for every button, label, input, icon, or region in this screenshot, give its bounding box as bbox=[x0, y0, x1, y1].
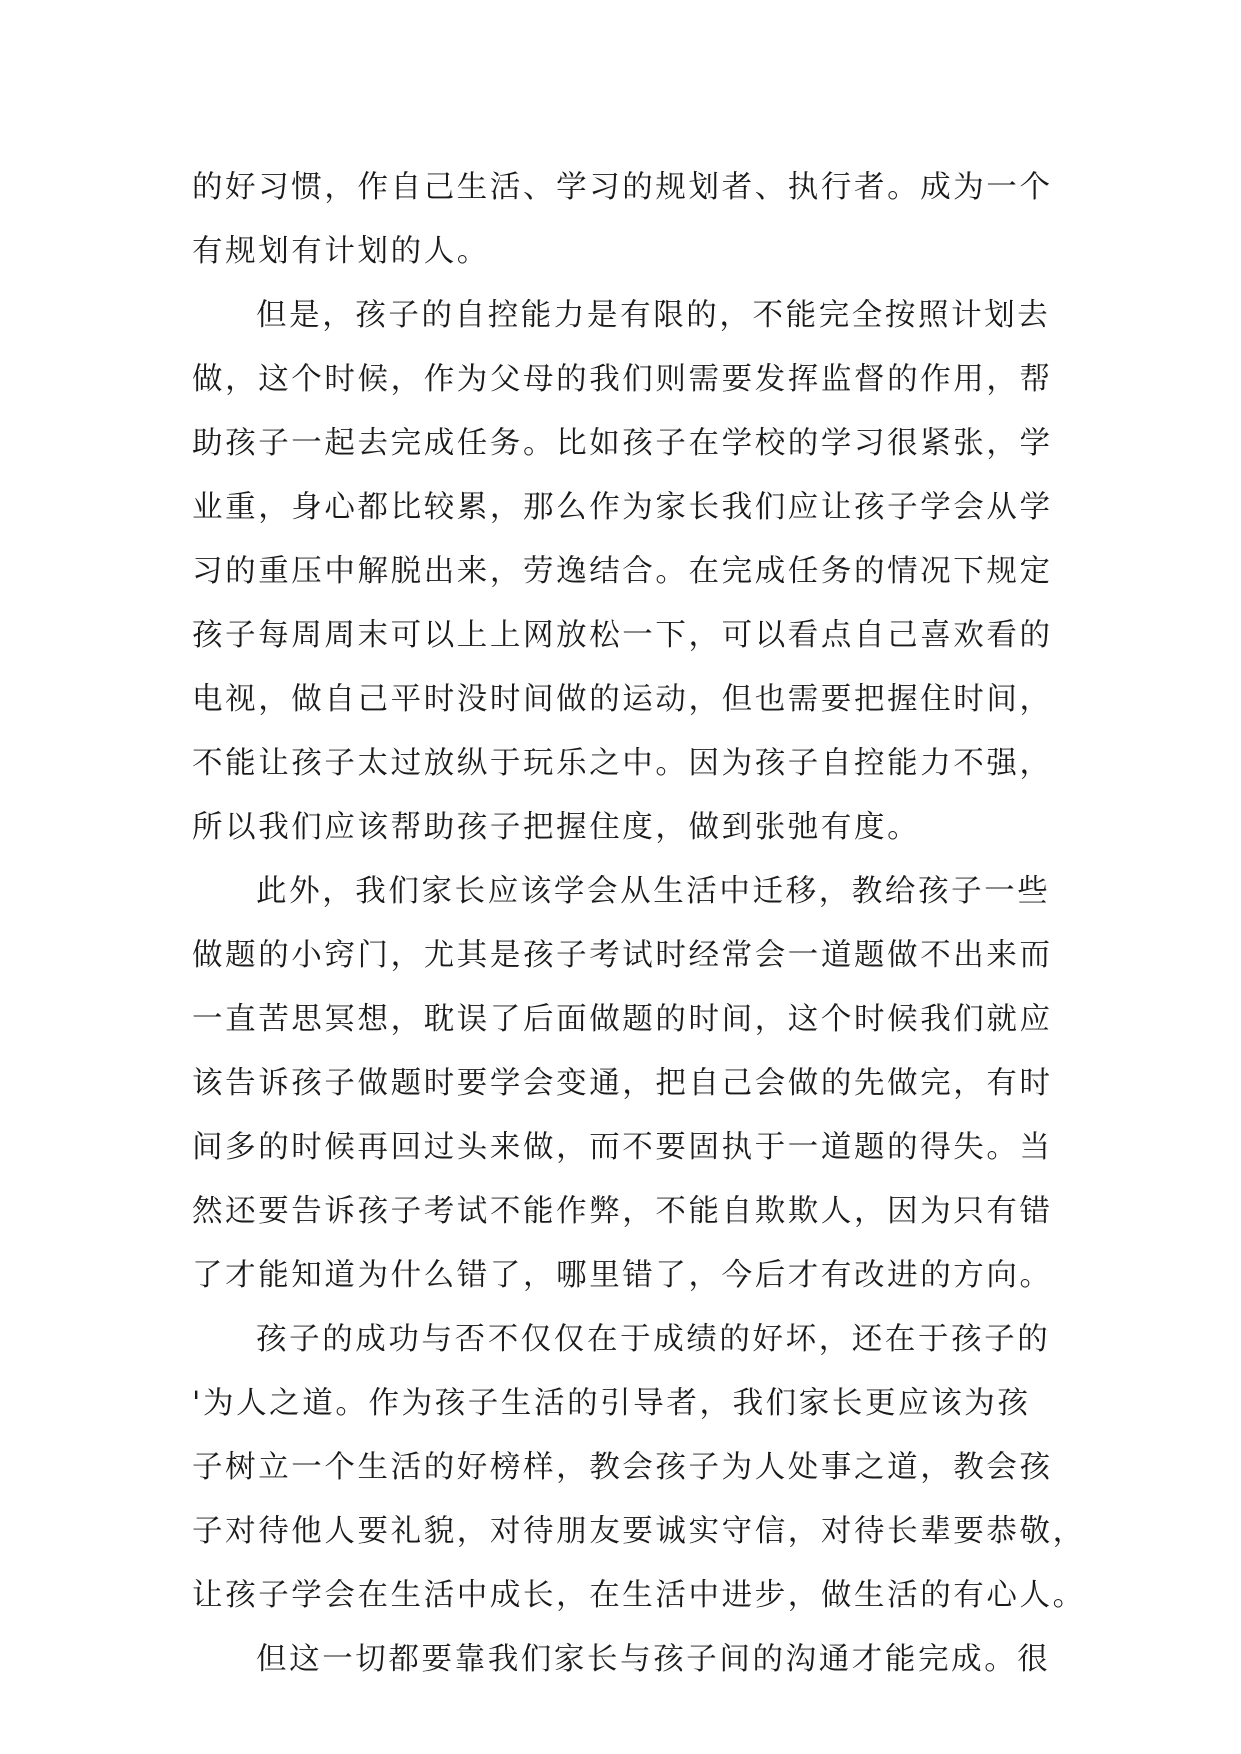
text-line: 所以我们应该帮助孩子把握住度，做到张弛有度。 bbox=[192, 810, 921, 845]
text-line: 业重，身心都比较累，那么作为家长我们应让孩子学会从学 bbox=[192, 490, 1053, 525]
text-line: 间多的时候再回过头来做，而不要固执于一道题的得失。当 bbox=[192, 1130, 1053, 1165]
text-line: 子树立一个生活的好榜样，教会孩子为人处事之道，教会孩 bbox=[192, 1450, 1053, 1485]
text-line: 习的重压中解脱出来，劳逸结合。在完成任务的情况下规定 bbox=[192, 554, 1053, 589]
paragraph-start-line: 但是，孩子的自控能力是有限的，不能完全按照计划去 bbox=[256, 298, 1051, 333]
text-line: 了才能知道为什么错了，哪里错了，今后才有改进的方向。 bbox=[192, 1258, 1053, 1293]
text-line: 让孩子学会在生活中成长，在生活中进步，做生活的有心人。 bbox=[192, 1578, 1086, 1613]
text-line: 的好习惯，作自己生活、学习的规划者、执行者。成为一个 bbox=[192, 170, 1053, 205]
text-line: '为人之道。作为孩子生活的引导者，我们家长更应该为孩 bbox=[192, 1386, 1031, 1421]
paragraph-start-line: 孩子的成功与否不仅仅在于成绩的好坏，还在于孩子的 bbox=[256, 1322, 1051, 1357]
text-line: 做题的小窍门，尤其是孩子考试时经常会一道题做不出来而 bbox=[192, 938, 1053, 973]
text-line: 子对待他人要礼貌，对待朋友要诚实守信，对待长辈要恭敬， bbox=[192, 1514, 1086, 1549]
body-text bbox=[192, 156, 1086, 1692]
paragraph-start-line: 此外，我们家长应该学会从生活中迁移，教给孩子一些 bbox=[256, 874, 1051, 909]
text-line: 然还要告诉孩子考试不能作弊，不能自欺欺人，因为只有错 bbox=[192, 1194, 1053, 1229]
text-line: 孩子每周周末可以上上网放松一下，可以看点自己喜欢看的 bbox=[192, 618, 1053, 653]
text-line: 电视，做自己平时没时间做的运动，但也需要把握住时间， bbox=[192, 682, 1053, 717]
text-line: 有规划有计划的人。 bbox=[192, 234, 490, 269]
text-line: 该告诉孩子做题时要学会变通，把自己会做的先做完，有时 bbox=[192, 1066, 1053, 1101]
text-line: 一直苦思冥想，耽误了后面做题的时间，这个时候我们就应 bbox=[192, 1002, 1053, 1037]
text-line: 不能让孩子太过放纵于玩乐之中。因为孩子自控能力不强， bbox=[192, 746, 1053, 781]
paragraph-start-line: 但这一切都要靠我们家长与孩子间的沟通才能完成。很 bbox=[256, 1642, 1051, 1677]
text-line: 助孩子一起去完成任务。比如孩子在学校的学习很紧张，学 bbox=[192, 426, 1053, 461]
text-line: 做，这个时候，作为父母的我们则需要发挥监督的作用，帮 bbox=[192, 362, 1053, 397]
